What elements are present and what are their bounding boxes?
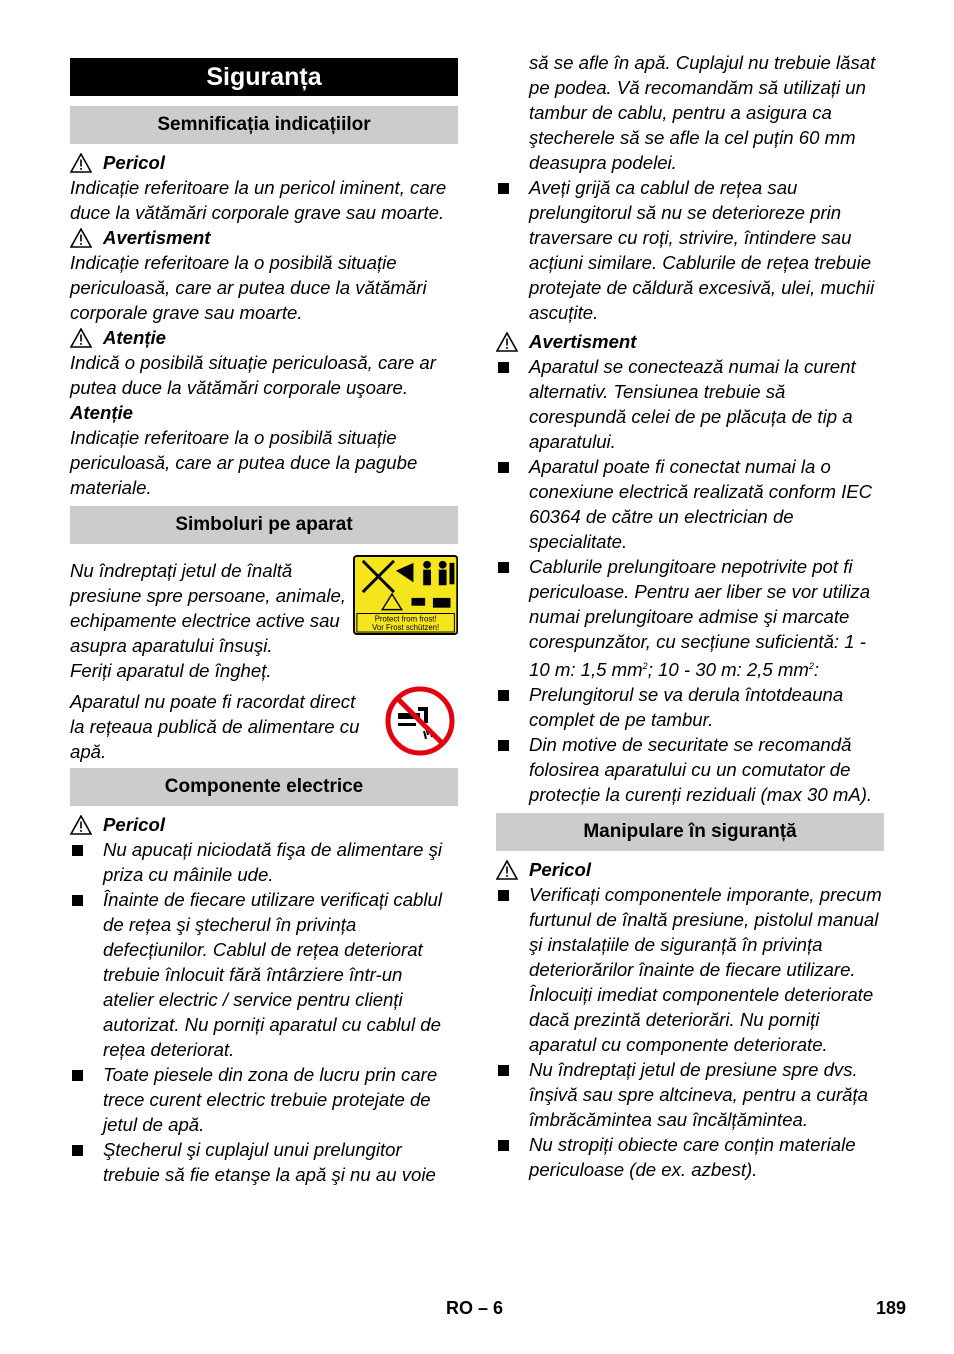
footer-section: RO – 6 [446, 1298, 504, 1318]
svg-text:Vor Frost schützen!: Vor Frost schützen! [371, 623, 439, 633]
list-item: Prelungitorul se va derula întotdeauna complet de pe tambur. [496, 682, 884, 732]
section-heading-electrical: Componente electrice [70, 768, 458, 806]
page-title: Siguranța [70, 58, 458, 96]
continued-text: să se afle în apă. Cuplajul nu trebuie lăsat pe podea. Vă recomandăm să utilizați un tambur de cablu, pentru a asigura ca ştecherele să se afle la cel puțin 60 mm deasupra podelei. [529, 52, 876, 173]
warning-triangle-icon [70, 815, 93, 835]
list-item: Toate piesele din zona de lucru prin care trece curent electric trebuie protejate de jetul de apă. [70, 1062, 458, 1137]
caution-label: Atenție [70, 325, 458, 350]
warning-text: Indicație referitoare la o posibilă situație periculoasă, care ar putea duce la vătămări corporale grave sau moarte. [70, 252, 427, 323]
warning-triangle-icon [70, 153, 93, 173]
list-item: Aveți grijă ca cablul de rețea sau prelungitorul să nu se deterioreze prin traversare cu roți, strivire, întindere sau acțiuni similare. Cablurile de rețea trebuie protejate de căldură excesivă, ulei, muchii ascuțite. [496, 175, 884, 325]
left-column [70, 50, 458, 1187]
list-item: Nu apucați niciodată fişa de alimentare şi priza cu mâinile ude. [70, 837, 458, 887]
danger-label: Pericol [70, 150, 458, 175]
list-item: Verificați componentele imporante, precum furtunul de înaltă presiune, pistolul manual şi instalațiile de siguranță în privința deteriorărilor înainte de fiecare utilizare. Înlocuiți imediat componentele deteriorate dacă prezintă deteriorări. Nu porniți aparatul cu componente deteriorate. [496, 882, 884, 1057]
footer-page-number: 189 [876, 1298, 907, 1318]
symbol-spray-text: Nu îndreptați jetul de înaltă presiune spre persoane, animale, echipamente electrice active sau asupra aparatului însuşi. [70, 560, 346, 656]
caution-material-label: Atenție [70, 402, 134, 423]
list-item: Înainte de fiecare utilizare verificați cablul de rețea şi ştecherul în privința defecțiunilor. Cablul de rețea deteriorat trebuie înlocuit fără întârziere într-un atelier electric / service pentru clienți autorizat. Nu porniți aparatul cu cablul de rețea deteriorat. [70, 887, 458, 1062]
list-item: Nu stropiți obiecte care conțin materiale periculoase (de ex. azbest). [496, 1132, 884, 1182]
right-column [496, 50, 884, 1182]
warning-triangle-icon [70, 328, 93, 348]
frost-text: Feriți aparatul de îngheț. [70, 660, 272, 681]
warning-label: Avertisment [70, 225, 458, 250]
warning-triangle-icon [496, 332, 519, 352]
list-item: Din motive de securitate se recomandă folosirea aparatului cu un comutator de protecție la curenți reziduali (max 30 mA). [496, 732, 884, 807]
no-mains-water-icon [384, 685, 456, 757]
symbol-row-water [70, 689, 458, 764]
danger-label-electrical: Pericol [70, 812, 458, 837]
symbol-row-spray [70, 558, 458, 658]
no-spray-frost-icon [353, 554, 458, 636]
frost-sign-label: Protect from frost! [374, 614, 437, 624]
caution-text: Indică o posibilă situație periculoasă, care ar putea duce la vătămări corporale uşoare. [70, 352, 436, 398]
warning-triangle-icon [70, 228, 93, 248]
symbol-water-text: Aparatul nu poate fi racordat direct la rețeaua publică de alimentare cu apă. [70, 691, 360, 762]
list-item: Aparatul se conectează numai la curent alternativ. Tensiunea trebuie să corespundă celei de pe plăcuța de tip a aparatului. [496, 354, 884, 454]
warning-triangle-icon [496, 860, 519, 880]
caution-material-text: Indicație referitoare la o posibilă situație periculoasă, care ar putea duce la pagube materiale. [70, 427, 418, 498]
warning-label-right: Avertisment [496, 329, 884, 354]
section-heading-indications: Semnificația indicațiilor [70, 106, 458, 144]
cable-list [496, 175, 884, 325]
electrical-list [70, 837, 458, 1187]
danger-text: Indicație referitoare la un pericol iminent, care duce la vătămări corporale grave sau moarte. [70, 177, 447, 223]
list-item: Ştecherul şi cuplajul unui prelungitor trebuie să fie etanşe la apă şi nu au voie [70, 1137, 458, 1187]
handling-list [496, 882, 884, 1182]
section-heading-safe-handling: Manipulare în siguranță [496, 813, 884, 851]
warning-list [496, 354, 884, 807]
danger-label-handling: Pericol [496, 857, 884, 882]
list-item: Aparatul poate fi conectat numai la o conexiune electrică realizată conform IEC 60364 de către un electrician de specialitate. [496, 454, 884, 554]
list-item: Nu îndreptați jetul de presiune spre dvs. înşivă sau spre altcineva, pentru a curăța îmbrăcămintea sau încălțămintea. [496, 1057, 884, 1132]
section-heading-symbols: Simboluri pe aparat [70, 506, 458, 544]
list-item-cable-section: Cablurile prelungitoare nepotrivite pot fi periculoase. Pentru aer liber se vor utiliza numai prelungitoare admise şi marcate corespunzător, cu secțiune suficientă: 1 - 10 m: 1,5 $mm^2$; 10 - 30 m: 2,5 $mm^2$: [496, 554, 884, 682]
